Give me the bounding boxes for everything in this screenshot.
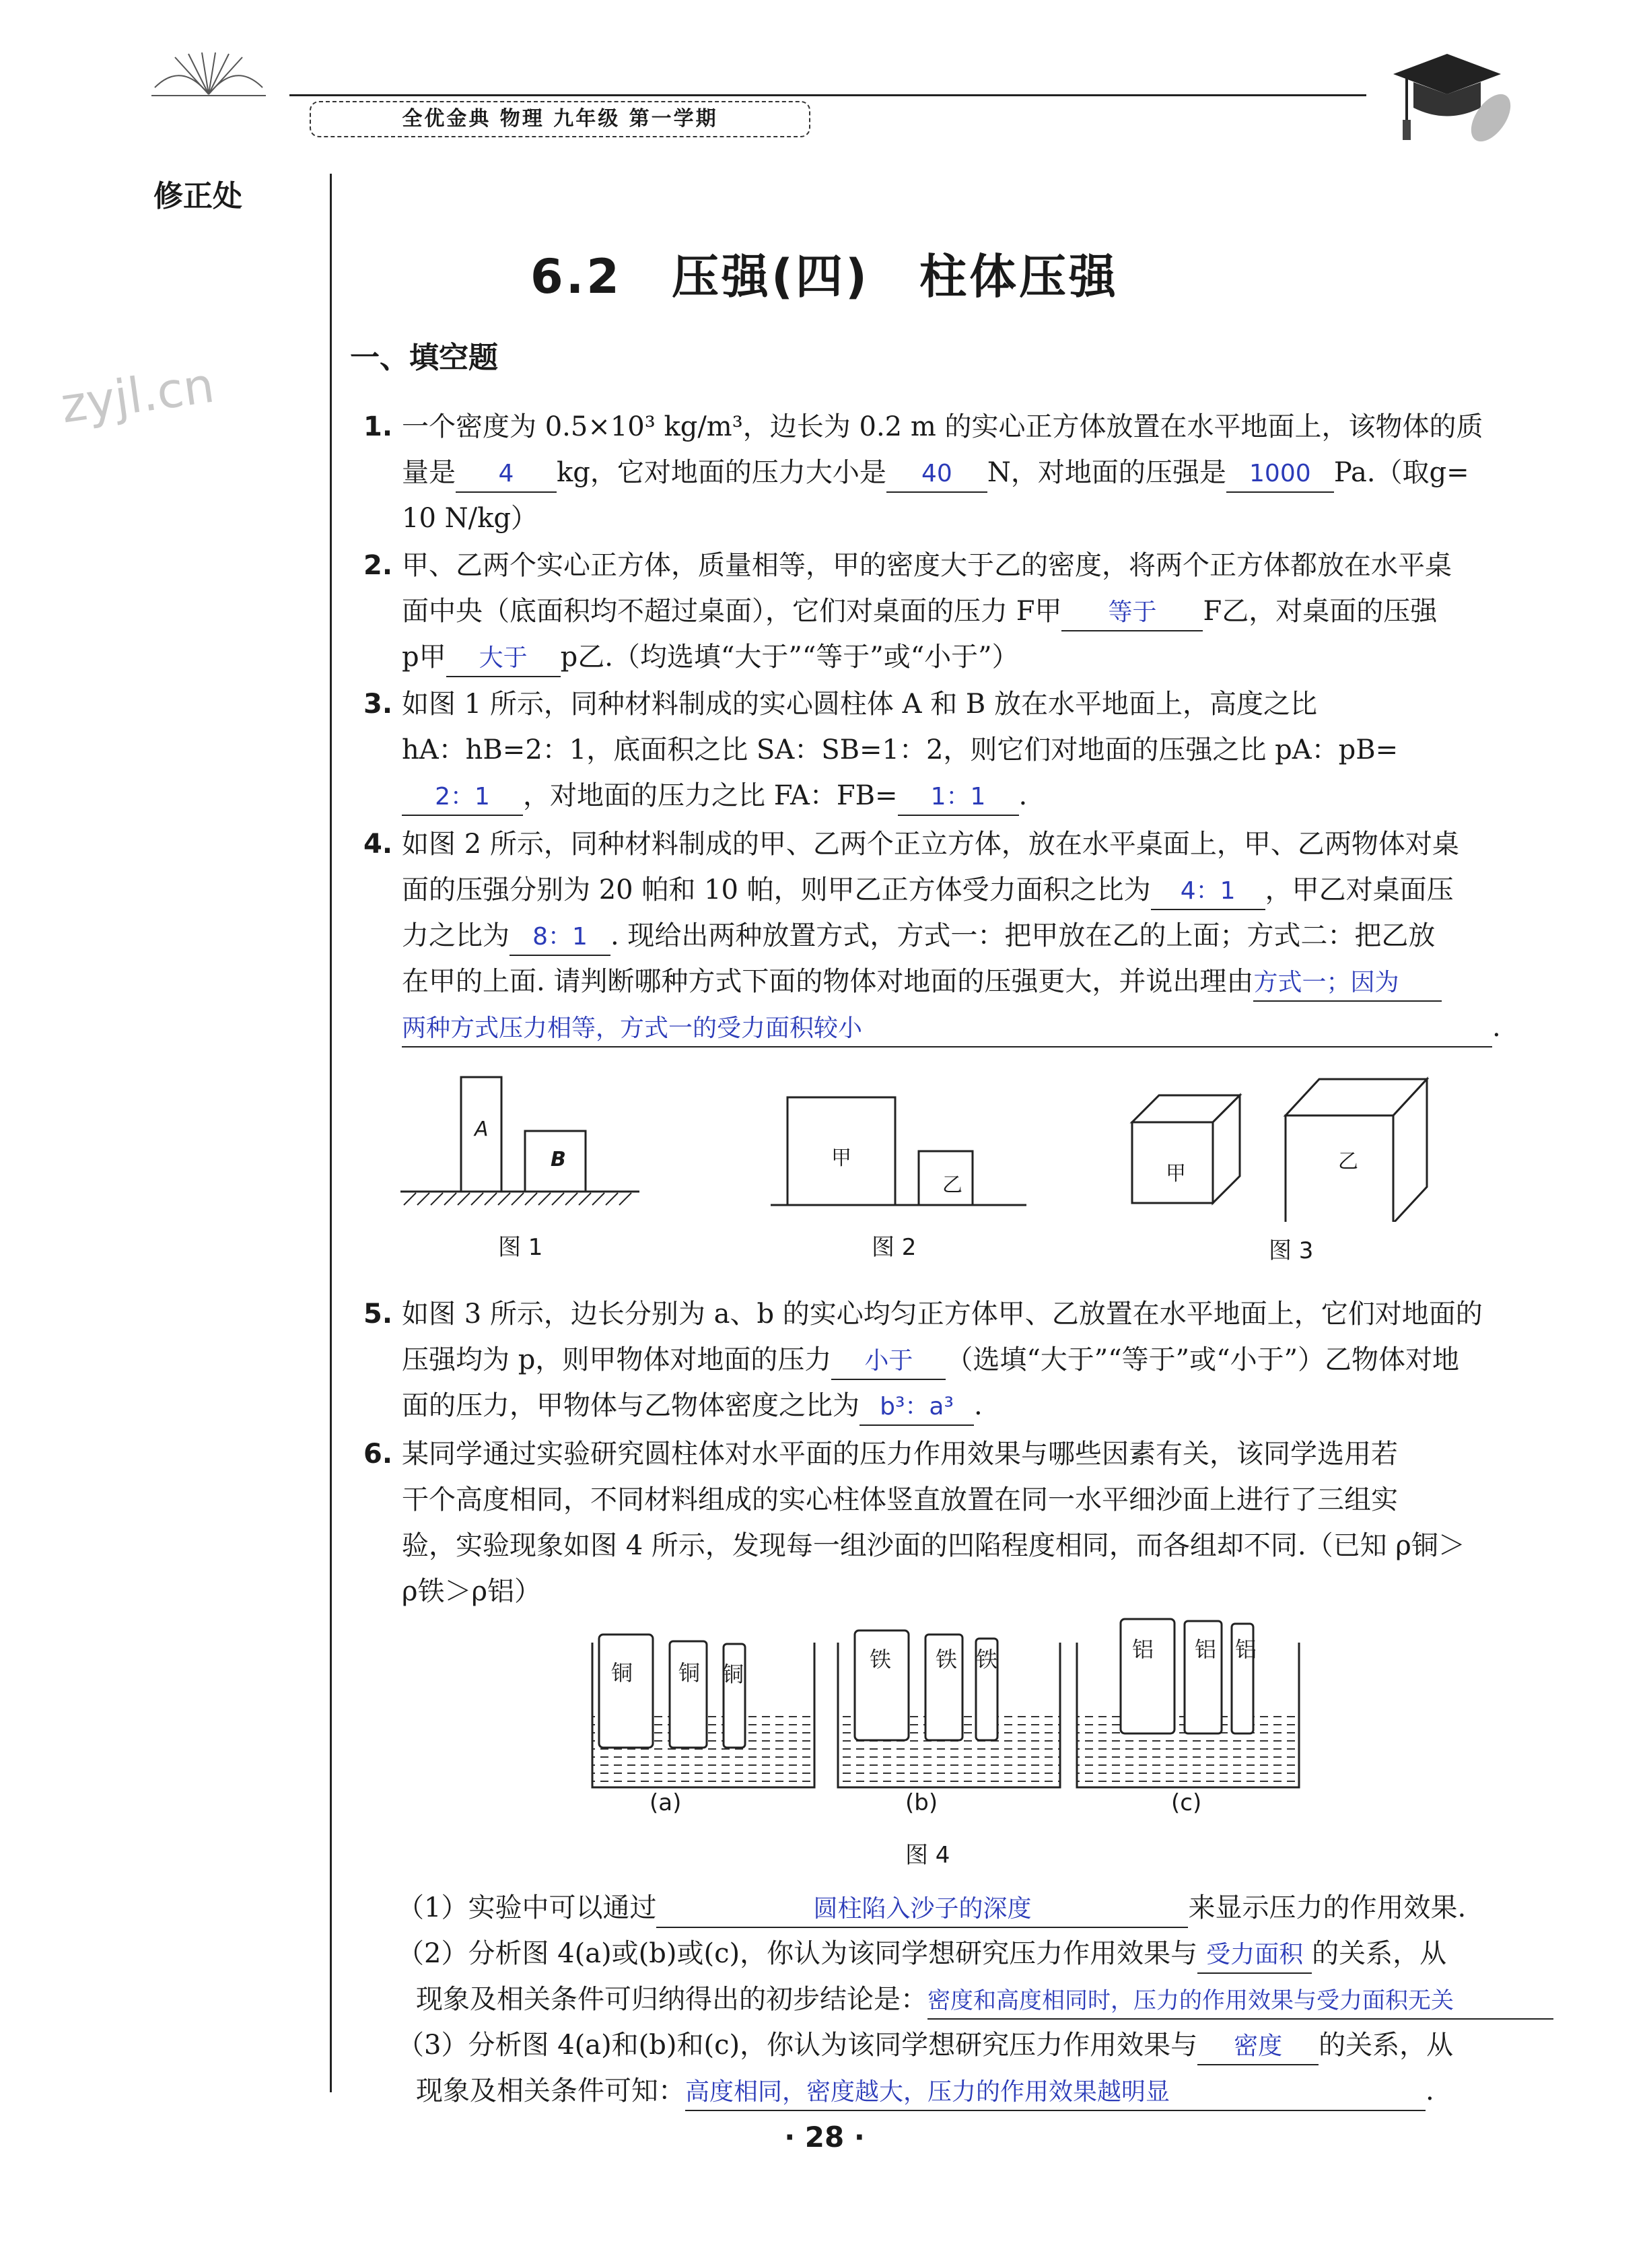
question-number: 5. [363, 1299, 393, 1330]
answer-blank: 2：1 [402, 780, 523, 816]
question-5 [363, 1291, 1511, 1429]
margin-divider [330, 174, 332, 2092]
question-3 [363, 681, 1511, 819]
book-title: 全优金典 物理 九年级 第一学期 [310, 101, 810, 137]
cube-jia-label: 甲 [831, 1146, 851, 1170]
section-heading: 一、填空题 [350, 341, 498, 375]
answer-blank: 4 [456, 456, 557, 493]
figure-1-caption: 图 1 [498, 1234, 543, 1261]
question-number: 6. [363, 1439, 393, 1470]
question-6-subparts [397, 1885, 1535, 2114]
question-1 [363, 404, 1511, 541]
q4-line3: 力之比为 8：1 . 现给出两种放置方式，方式一：把甲放在乙的上面；方式二：把乙放 [402, 913, 1511, 959]
q6-line4: ρ铁＞ρ铝） [402, 1576, 542, 1607]
copper-label: 铜 [678, 1660, 701, 1686]
q4-line2: 面的压强分别为 20 帕和 10 帕，则甲乙正方体受力面积之比为 4：1 ，甲乙对桌面压 [402, 867, 1511, 913]
iron-label: 铁 [936, 1647, 958, 1672]
answer-blank: 高度相同，密度越大，压力的作用效果越明显 [685, 2075, 1426, 2111]
q6-sub3-cont: 现象及相关条件可知：高度相同，密度越大，压力的作用效果越明显 . [397, 2068, 1535, 2114]
copper-label: 铜 [611, 1660, 633, 1686]
q5-line1: 如图 3 所示，边长分别为 a、b 的实心均匀正方体甲、乙放置在水平地面上，它们对地面的 [402, 1299, 1483, 1330]
q6-line2: 干个高度相同，不同材料组成的实心柱体竖直放置在同一水平细沙面上进行了三组实 [402, 1484, 1398, 1515]
graduation-cap-icon [1380, 40, 1514, 151]
figure-4a-caption: (a) [650, 1789, 682, 1816]
answer-blank: 两种方式压力相等，方式一的受力面积较小 [402, 1011, 1492, 1047]
copper-label: 铜 [722, 1661, 744, 1687]
watermark: zyjl.cn [57, 356, 218, 434]
iron-label: 铁 [976, 1647, 998, 1672]
q6-sub1: （1）实验中可以通过 圆柱陷入沙子的深度 来显示压力的作用效果. [397, 1885, 1535, 1931]
answer-blank: b³：a³ [859, 1389, 974, 1426]
answer-blank: 方式一；因为 [1253, 965, 1442, 1002]
figure-4-caption: 图 4 [905, 1842, 950, 1869]
q6-sub3: （3）分析图 4(a)和(b)和(c)，你认为该同学想研究压力作用效果与 密度 的关系，从 [397, 2022, 1535, 2068]
q2-line3: p甲 大于 p乙.（均选填“大于”“等于”或“小于”） [402, 634, 1511, 680]
q1-line3: 10 N/kg） [402, 503, 538, 534]
q6-line1: 某同学通过实验研究圆柱体对水平面的压力作用效果与哪些因素有关，该同学选用若 [402, 1439, 1398, 1470]
answer-blank: 1000 [1226, 456, 1334, 493]
question-number: 1. [363, 411, 393, 442]
figure-1 [397, 1074, 653, 1218]
question-number: 3. [363, 689, 393, 720]
aluminum-label: 铝 [1195, 1637, 1217, 1662]
iron-label: 铁 [870, 1647, 892, 1672]
answer-blank: 8：1 [510, 920, 610, 956]
aluminum-label: 铝 [1235, 1637, 1257, 1662]
q3-line1: 如图 1 所示，同种材料制成的实心圆柱体 A 和 B 放在水平地面上，高度之比 [402, 689, 1318, 720]
q4-line4: 在甲的上面. 请判断哪种方式下面的物体对地面的压强更大，并说出理由方式一；因为 [402, 959, 1511, 1004]
q6-sub2-cont: 现象及相关条件可归纳得出的初步结论是：密度和高度相同时，压力的作用效果与受力面积无关 [397, 1977, 1535, 2022]
question-number: 4. [363, 829, 393, 860]
answer-blank: 1：1 [898, 780, 1019, 816]
answer-blank: 小于 [831, 1344, 946, 1380]
figure-2 [767, 1091, 1037, 1214]
q6-sub2: （2）分析图 4(a)或(b)或(c)，你认为该同学想研究压力作用效果与 受力面积 的关系，从 [397, 1931, 1535, 1977]
header-rule [289, 94, 1366, 96]
answer-blank: 等于 [1061, 595, 1203, 631]
q6-line3: 验，实验现象如图 4 所示，发现每一组沙面的凹陷程度相同，而各组却不同.（已知 ρ铜＞ [402, 1530, 1465, 1561]
cube-yi-label: 乙 [942, 1173, 962, 1197]
cylinder-b-label: B [551, 1148, 566, 1171]
correction-margin-label: 修正处 [153, 179, 242, 213]
page-title: 6.2 压强(四) 柱体压强 [530, 249, 1119, 304]
q5-line3: 面的压力，甲物体与乙物体密度之比为 b³：a³ . [402, 1383, 1511, 1429]
book-logo-icon [148, 47, 269, 104]
q1-line2: 量是 4 kg，它对地面的压力大小是 40 N，对地面的压强是 1000 Pa.（取g= [402, 450, 1511, 495]
figure-4c-caption: (c) [1171, 1789, 1202, 1816]
answer-blank: 密度和高度相同时，压力的作用效果与受力面积无关 [927, 1983, 1553, 2020]
answer-blank: 大于 [446, 641, 561, 677]
cylinder-a-label: A [475, 1118, 489, 1141]
figure-2-caption: 图 2 [872, 1234, 917, 1261]
q2-line1: 甲、乙两个实心正方体，质量相等，甲的密度大于乙的密度，将两个正方体都放在水平桌 [402, 550, 1452, 581]
q2-line2: 面中央（底面积均不超过桌面），它们对桌面的压力 F甲 等于 F乙，对桌面的压强 [402, 588, 1511, 634]
question-6 [363, 1431, 1511, 1614]
aluminum-label: 铝 [1132, 1637, 1154, 1662]
cube-yi-label: 乙 [1338, 1150, 1358, 1173]
answer-blank: 密度 [1197, 2029, 1319, 2065]
answer-blank: 受力面积 [1197, 1937, 1312, 1974]
figure-3 [1124, 1074, 1461, 1225]
question-2 [363, 543, 1511, 680]
figure-3-caption: 图 3 [1269, 1237, 1314, 1264]
cube-jia-label: 甲 [1166, 1162, 1186, 1185]
q5-line2: 压强均为 p，则甲物体对地面的压力 小于 （选填“大于”“等于”或“小于”）乙物体对地 [402, 1337, 1511, 1383]
answer-blank: 4：1 [1151, 874, 1265, 910]
answer-blank: 40 [886, 456, 987, 493]
figure-4b-caption: (b) [905, 1789, 938, 1816]
q3-line2: hA：hB=2：1，底面积之比 SA：SB=1：2，则它们对地面的压强之比 pA：pB= [402, 734, 1399, 765]
page-number: · 28 · [784, 2121, 865, 2154]
question-number: 2. [363, 550, 393, 581]
q4-line1: 如图 2 所示，同种材料制成的甲、乙两个正立方体，放在水平桌面上，甲、乙两物体对桌 [402, 829, 1459, 860]
answer-blank: 圆柱陷入沙子的深度 [656, 1892, 1188, 1928]
q3-line3: 2：1 ，对地面的压力之比 FA：FB= 1：1 . [402, 773, 1511, 819]
question-4 [363, 821, 1511, 1050]
q4-line5: 两种方式压力相等，方式一的受力面积较小 . [402, 1004, 1511, 1050]
q1-line1: 一个密度为 0.5×10³ kg/m³，边长为 0.2 m 的实心正方体放置在水平地面上，该物体的质 [402, 411, 1483, 442]
